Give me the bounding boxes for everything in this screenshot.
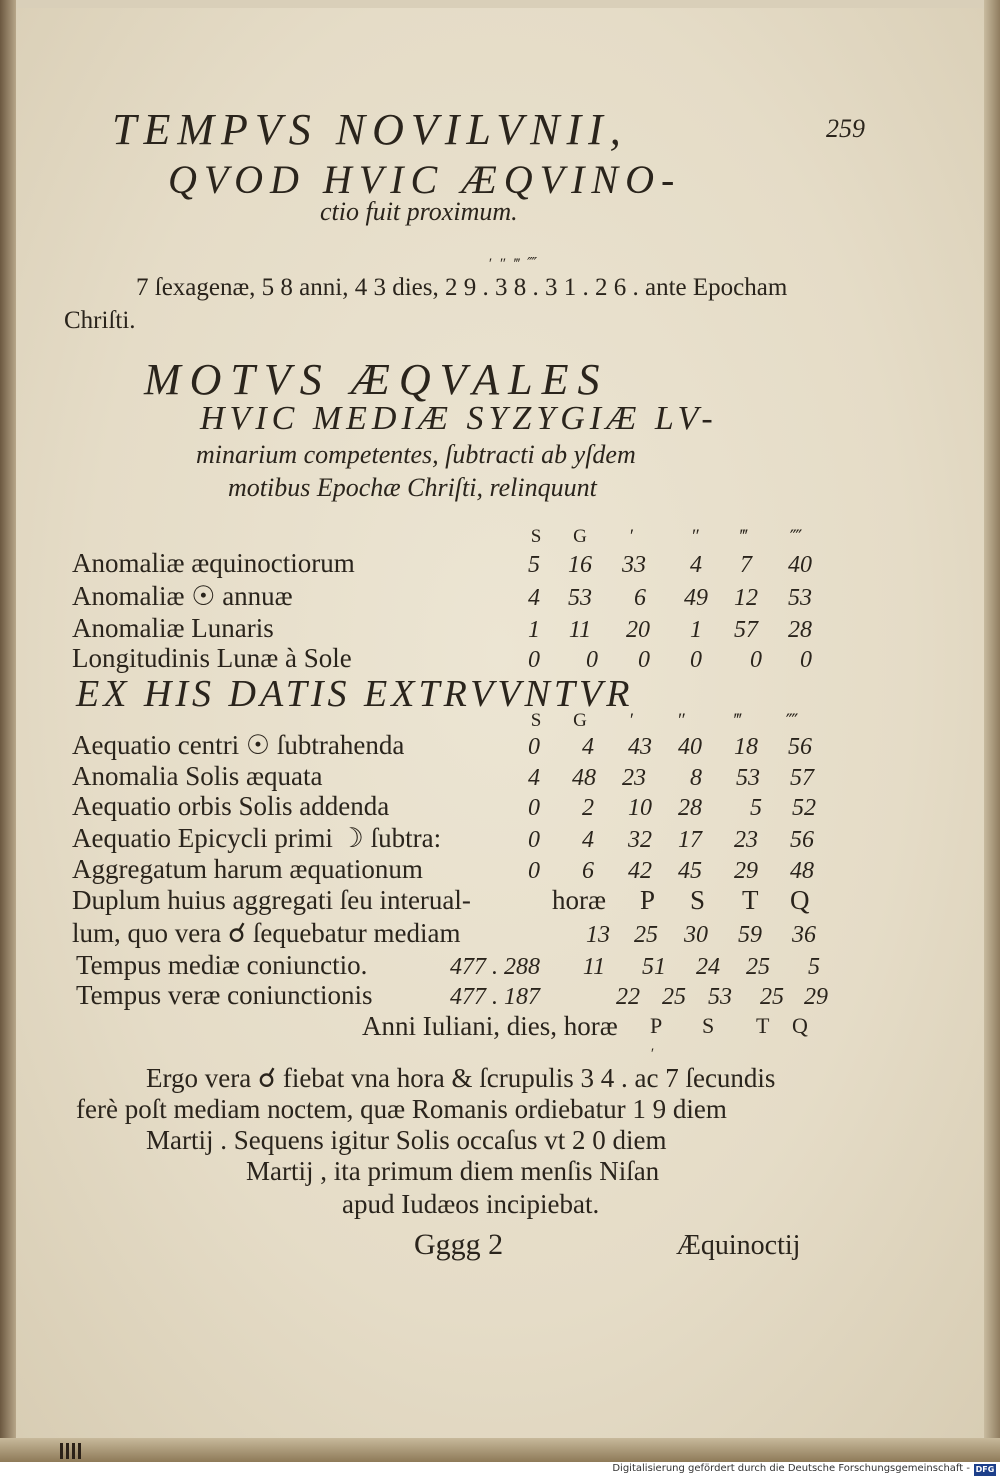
table-row-label: Tempus veræ coniunctionis bbox=[76, 980, 373, 1010]
closing-line-2: ferè poſt mediam noctem, quæ Romanis ordiebatur 1 9 diem bbox=[76, 1094, 727, 1124]
table-cell: 4 bbox=[690, 552, 702, 578]
closing-prime: ′ bbox=[650, 1046, 654, 1062]
binding-stubs bbox=[60, 1443, 81, 1459]
page-right-edge bbox=[984, 0, 1000, 1462]
table-row-label: Aequatio centri ☉ ſubtrahenda bbox=[72, 730, 405, 760]
table-cell: 24 bbox=[696, 954, 720, 980]
dfg-logo: DFG bbox=[975, 1465, 995, 1474]
signature-mark: Gggg 2 bbox=[414, 1228, 504, 1261]
table-cell: 28 bbox=[678, 795, 702, 821]
table-cell: 16 bbox=[568, 552, 592, 578]
table-cell: 48 bbox=[572, 765, 596, 791]
col-head: Q bbox=[792, 1013, 808, 1038]
col-head: ⁗ bbox=[785, 711, 799, 732]
table-cell: 25 bbox=[662, 984, 686, 1010]
col-head: ′ bbox=[629, 526, 635, 547]
table-cell: 7 bbox=[740, 552, 752, 578]
col-head: ′ bbox=[629, 710, 635, 731]
table-cell: 11 bbox=[568, 617, 592, 643]
col-head: ″ bbox=[678, 710, 686, 731]
table-row-label: Aequatio orbis Solis addenda bbox=[72, 791, 390, 821]
page-number: 259 bbox=[826, 114, 865, 143]
title-line-1: TEMPVS NOVILVNII, bbox=[112, 105, 628, 154]
heading-minarium: minarium competentes, ſubtracti ab yſdem bbox=[196, 440, 636, 469]
table-cell: 53 bbox=[568, 585, 592, 611]
table-cell: 49 bbox=[684, 585, 708, 611]
col-head: ‴ bbox=[734, 710, 742, 731]
table-cell: 6 bbox=[634, 585, 646, 611]
table-cell: 23 bbox=[622, 765, 646, 791]
table-cell: 59 bbox=[738, 922, 762, 948]
page-left-edge bbox=[0, 0, 16, 1462]
horae-label: horæ bbox=[552, 885, 606, 915]
table-row-label: lum, quo vera ☌ ſequebatur mediam bbox=[72, 918, 461, 948]
table-cell: 53 bbox=[788, 585, 812, 611]
table-cell: 4 bbox=[528, 585, 540, 611]
table-cell: 0 bbox=[528, 734, 540, 760]
table-cell: 8 bbox=[690, 765, 702, 791]
table-row-label: Anomalia Solis æquata bbox=[72, 761, 323, 791]
title-line-3: ctio fuit proximum. bbox=[320, 197, 518, 226]
col-head: P bbox=[640, 885, 656, 915]
table-cell: 10 bbox=[628, 795, 652, 821]
table-row-label: Duplum huius aggregati ſeu interual- bbox=[72, 885, 471, 915]
col-head: S bbox=[530, 710, 542, 731]
col-head: ⁗ bbox=[789, 527, 803, 548]
table-cell: 5 bbox=[528, 552, 540, 578]
table-cell: 48 bbox=[790, 858, 814, 884]
table-cell: 32 bbox=[628, 827, 652, 853]
table-row-label: Aequatio Epicycli primi ☽ ſubtra: bbox=[72, 823, 442, 853]
table-cell: 36 bbox=[792, 922, 816, 948]
table-cell: 1 bbox=[690, 617, 702, 643]
closing-line-5: apud Iudæos incipiebat. bbox=[342, 1189, 600, 1219]
table-cell: 56 bbox=[788, 734, 812, 760]
table-row-label: Anomaliæ ☉ annuæ bbox=[72, 581, 293, 611]
table-cell: 0 bbox=[750, 647, 762, 673]
table-cell: 42 bbox=[628, 858, 652, 884]
table-cell: 0 bbox=[638, 647, 650, 673]
col-head: S bbox=[690, 885, 706, 915]
closing-line-3: Martij . Sequens igitur Solis occaſus vt 2 0 diem bbox=[146, 1125, 667, 1155]
table-cell: 22 bbox=[616, 984, 640, 1010]
table-cell: 23 bbox=[734, 827, 758, 853]
table-cell: 1 bbox=[528, 617, 540, 643]
table-cell: 29 bbox=[804, 984, 828, 1010]
table-cell: 25 bbox=[746, 954, 770, 980]
table-cell: 53 bbox=[708, 984, 732, 1010]
heading-motus: MOTVS ÆQVALES bbox=[144, 355, 609, 404]
table-row-label: Anni Iuliani, dies, horæ bbox=[362, 1011, 618, 1041]
table-cell: 57 bbox=[790, 765, 814, 791]
col-head: S bbox=[702, 1013, 715, 1038]
year-value: 477 . 187 bbox=[450, 984, 540, 1010]
intro-line-1: 7 ſexagenæ, 5 8 anni, 4 3 dies, 2 9 . 3 8 . 3 1 . 2 6 . ante Epocham bbox=[136, 274, 788, 301]
page-bottom-edge bbox=[0, 1438, 1000, 1462]
col-head: S bbox=[530, 526, 542, 547]
table-cell: 0 bbox=[690, 647, 702, 673]
table-cell: 6 bbox=[582, 858, 594, 884]
intro-primes: ′ ″ ‴ ⁗ bbox=[488, 256, 540, 272]
table-cell: 2 bbox=[582, 795, 594, 821]
table-cell: 56 bbox=[790, 827, 814, 853]
table-cell: 12 bbox=[734, 585, 758, 611]
table-cell: 52 bbox=[792, 795, 816, 821]
closing-line-4: Martij , ita primum diem menſis Niſan bbox=[246, 1156, 660, 1186]
table-cell: 53 bbox=[736, 765, 760, 791]
table-cell: 0 bbox=[528, 795, 540, 821]
col-head: Q bbox=[790, 885, 810, 915]
closing-line-1: Ergo vera ☌ fiebat vna hora & ſcrupulis 3 4 . ac 7 ſecundis bbox=[146, 1063, 776, 1093]
table-row-label: Anomaliæ æquinoctiorum bbox=[72, 548, 355, 578]
table-cell: 17 bbox=[678, 827, 702, 853]
table-cell: 33 bbox=[622, 552, 646, 578]
catchword: Æquinoctij bbox=[676, 1230, 801, 1261]
table-cell: 20 bbox=[626, 617, 650, 643]
intro-line-2: Chriſti. bbox=[64, 307, 136, 334]
table-cell: 18 bbox=[734, 734, 758, 760]
table-cell: 40 bbox=[788, 552, 812, 578]
footer-credit: Digitalisierung gefördert durch die Deutsche Forschungsgemeinschaft - bbox=[612, 1463, 970, 1474]
table-row-label: Longitudinis Lunæ à Sole bbox=[72, 643, 352, 673]
table-cell: 25 bbox=[634, 922, 658, 948]
year-value: 477 . 288 bbox=[450, 954, 540, 980]
table-cell: 0 bbox=[586, 647, 598, 673]
table-cell: 40 bbox=[678, 734, 702, 760]
table-row-label: Aggregatum harum æquationum bbox=[72, 854, 423, 884]
table-cell: 0 bbox=[800, 647, 812, 673]
col-head: P bbox=[650, 1013, 663, 1038]
col-head: T bbox=[742, 885, 759, 915]
table-cell: 57 bbox=[734, 617, 758, 643]
heading-huic: HVIC MEDIÆ SYZYGIÆ LV- bbox=[200, 400, 718, 437]
heading-ex-his-datis: EX HIS DATIS EXTRVVNTVR bbox=[76, 673, 634, 715]
col-head: ″ bbox=[692, 526, 700, 547]
table-cell: 5 bbox=[808, 954, 820, 980]
table-cell: 0 bbox=[528, 647, 540, 673]
table-row-label: Anomaliæ Lunaris bbox=[72, 613, 274, 643]
title-line-2: QVOD HVIC ÆQVINO- bbox=[168, 157, 682, 202]
table-cell: 43 bbox=[628, 734, 652, 760]
table-cell: 4 bbox=[528, 765, 540, 791]
col-head: T bbox=[756, 1013, 770, 1038]
table-cell: 5 bbox=[750, 795, 762, 821]
col-head: G bbox=[573, 710, 587, 731]
table-cell: 25 bbox=[760, 984, 784, 1010]
table-cell: 11 bbox=[582, 954, 606, 980]
table-cell: 4 bbox=[582, 827, 594, 853]
table-cell: 45 bbox=[678, 858, 702, 884]
table-cell: 4 bbox=[582, 734, 594, 760]
table-row-label: Tempus mediæ coniunctio. bbox=[76, 950, 368, 980]
table-cell: 29 bbox=[734, 858, 758, 884]
table-cell: 51 bbox=[642, 954, 666, 980]
table-cell: 30 bbox=[684, 922, 708, 948]
heading-motibus: motibus Epochæ Chriſti, relinquunt bbox=[228, 473, 597, 502]
col-head: G bbox=[573, 526, 587, 547]
table-cell: 0 bbox=[528, 827, 540, 853]
table-cell: 13 bbox=[586, 922, 610, 948]
col-head: ‴ bbox=[740, 526, 748, 547]
table-cell: 0 bbox=[528, 858, 540, 884]
table-cell: 28 bbox=[788, 617, 812, 643]
